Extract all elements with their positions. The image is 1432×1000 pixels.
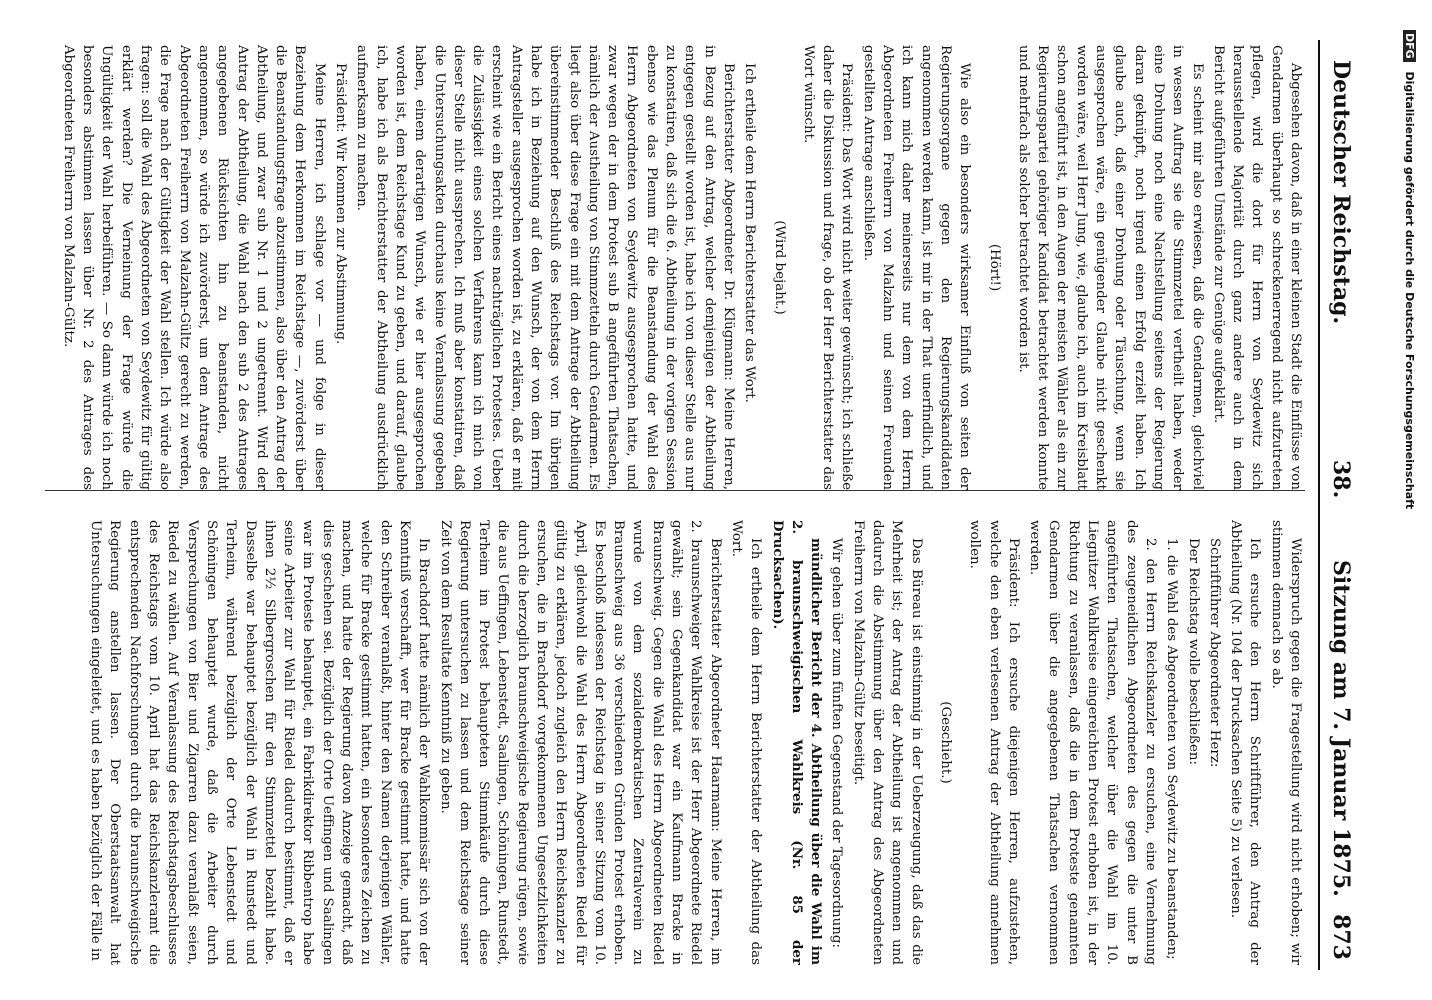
interjection: (Wird bejaht.) [771,220,787,315]
paragraph: Berichterstatter Abgeordneter Dr. Klügmann: Meine Herren, in Bezug auf den Antrag, welcher demjenigen der Abtheilung entgegen gestellt worden ist, habe ich von dieser Stelle aus nur zu konstatiren, daß sich die 6. Abtheilung in der vorigen Session ebenso wie das Plenum für die Beanstandung der Wahl des Herrn Abgeordneten von Seydewitz ausgesprochen hatte, und zwar wegen der in dem Protest sub B angeführten Thatsachen, nämlich der Austheilung von Stimmzetteln durch Gendarmen. Es liegt also über diese Frage ein mit dem Antrage der Abtheilung übereinstimmender Beschluß des Reichstags vor. Im übrigen habe ich in Beziehung auf den Wunsch, der von dem Herrn Antragsteller ausgesprochen worden ist, zu erklären, daß er mit erscheint wie ein Bericht eines nachträglichen Protestes. Ueber die Zulässigkeit eines solchen Verfahrens kann ich mich von dieser Stelle nicht aussprechen. Ich muß aber konstatiren, daß die Untersuchungsakten durchaus keine Veranlassung gegeben haben, einem derartigen Wunsch, wie er hier ausgesprochen worden ist, dem Reichstage Kund zu geben, und darauf, glaube ich, habe ich als Berichterstatter der Abtheilung ausdrücklich aufmerksam zu machen. [354,45,736,490]
dfg-logo: DFG [1403,30,1416,62]
paragraph: Schriftführer Abgeordneter Herz: [1206,538,1222,768]
paragraph: Präsident: Ich ersuche diejenigen Herren, aufzustehen, welche den eben verlesenen Antrag der Abtheilung annehmen wollen. [967,520,1021,965]
page-number: 873 [1328,914,1354,960]
paragraph: Es scheint mir also erwiesen, daß die Gendarmen, gleichviel in wessen Auftrag sie die Stimmzettel vertheilt haben, weder eine Drohung noch eine Nachstellung seitens der Regierung daran geknüpft, noch irgend einen Erfolg erzielt haben. Ich glaube auch, daß einer Drohung oder Täuschung, wenn sie ausgesprochen wäre, ein genügender Glaube nicht geschenkt worden wäre, weil Herr Jung, wie, glaube ich, auch im Kreisblatt schon angeführt ist, in den Augen der meisten Wähler als ein zur Regierungspartei gehöriger Kandidat betrachtet werden konnte und mehrfach als solcher betrachtet worden ist. [1015,45,1205,490]
header-session: Sitzung am 7. Januar 1875. [1328,560,1354,897]
paragraph: Das Büreau ist einstimmig in der Ueberzeugung, daß das die Mehrheit ist; der Antrag der Abtheilung ist angenommen und dadurch die Abstimmung über den Antrag des Abgeordneten Freiherrn von Malzahn-Gültz beseitigt. [850,520,924,965]
credit-text: Digitalisierung gefördert durch die Deutsche Forschungsgemeinschaft [1403,71,1416,510]
right-column [45,520,1305,965]
paragraph: 2. den Herrn Reichskanzler zu ersuchen, eine Vernehmung des zeugeneidlichen Abgeordneten des gegen die unter B angeführten Thatsachen, welcher über die Wahl im 10. Liegnitzer Wahlkreise eingereichten Protest erhoben ist, in der Richtung zu veranlassen, daß die in dem Proteste genannten Gendarmen über die angegebenen Thatsachen vernommen werden. [1027,520,1158,965]
header-issue-number: 38. [1328,460,1354,499]
paragraph: Meine Herren, ich schlage vor — und folge in dieser Beziehung dem Herkommen im Reichstage —, zuvörderst über die Beanstandungsfrage abzustimmen, also über den Antrag der Abtheilung, und zwar sub Nr. 1 und 2 ungetrennt. Wird der Antrag der Abtheilung, die Wahl nach den sub 2 des Antrages angegebenen Rücksichten hin zu beanstanden, nicht angenommen, so würde ich zuvörderst, um dem Antrage des Abgeordneten Freiherrn von Malzahn-Gültz gerecht zu werden, die Frage nach der Gültigkeit der Wahl stellen. Ich würde also fragen: soll die Wahl des Abgeordneten von Seydewitz für gültig erklärt werden? Die Verneinung der Frage würde die Ungültigkeit der Wahl herbeiführen. — So dann würde ich noch besonders abstimmen lassen über Nr. 2 des Antrages des Abgeordneten Freiherrn von Malzahn-Gültz. [60,45,327,490]
paragraph: 1. die Wahl des Abgeordneten von Seydewitz zu beanstanden; [1164,538,1180,960]
paragraph: In Brachdorf hatte nämlich der Wahlkommissär sich von der Kenntniß verschafft, wer für Bracke gestimmt hatte, und hatte den Schreiber veranlaßt, hinter den Namen derjenigen Wähler, welche für Bracke gestimmt hatten, ein besonderes Zeichen zu machen, und hatte der Regierung davon Anzeige gemacht, daß dies geschehen sei. Bezüglich der Orte Ueffingen und Saalingen war im Proteste behauptet, ein Fabrikdirektor Ribbentrop habe seine Arbeiter zur Wahl für Riedel dadurch bestimmt, daß er ihnen 2½ Silbergroschen für den Stimmzettel bezahlt habe. Dasselbe war behauptet bezüglich der Wahl in Runstedt und Terheim, während bezüglich der Orte Lebenstedt und Schöningen behauptet wurde, daß die Arbeiter durch Versprechungen von Bier und Zigarren dazu veranlaßt seien, Riedel zu wählen. Auf Veranlassung des Reichstagsbeschlusses des Reichstags vom 10. April hat das Reichskanzleramt die entsprechenden Nachforschungen durch die braunschweigische Regierung anstellen lassen. Der Oberstaatsanwalt hat Untersuchungen eingeleitet, und es haben bezüglich der Fälle in [88,520,432,965]
paragraph: Widerspruch gegen die Fragestellung wird nicht erhoben; wir stimmen demnach so ab. [1268,520,1303,965]
interjection: (Geschieht.) [937,701,953,784]
paragraph: Berichterstatter Abgeordneter Haarmann: Meine Herren, im 2. braunschweiger Wahlkreise ist der Herr Abgeordnete Riedel gewählt; sein Gegenkandidat war ein Kaufmann Bracke in Braunschweig. Gegen die Wahl des Herrn Abgeordneten Riedel wurde von dem sozialdemokratischen Zentralverein zu Braunschweig aus 36 verschiedenen Gründen Protest erhoben. Es beschloß indessen der Reichstag in seiner Sitzung vom 10. April, gleichwohl die Wahl des Herrn Abgeordneten Riedel für gültig zu erklären, jedoch zugleich den Herrn Reichskanzler zu ersuchen, die in Brachdorf vorgekommenen Ungesetzlichkeiten durch die herzoglich braunschweigische Regierung rügen, sowie die aus Ueffingen, Lebenstedt, Saalingen, Schöningen, Runstedt, Terheim im Protest behaupteten Stimmkäufe durch diese Regierung untersuchen zu lassen und dem Reichstage seiner Zeit von dem Resultate Kenntniß zu geben. [437,520,723,965]
paragraph: Ich ertheile dem Herrn Berichterstatter das Wort. [742,63,758,403]
paragraph: Ich ersuche den Herrn Schriftführer, den Antrag der Abtheilung (Nr. 104 der Drucksachen Seite 5) zu verlesen. [1228,520,1263,965]
agenda-item-heading: mündlicher Bericht der 4. Abtheilung über die Wahl im 2. braunschweigischen Wahlkreis (Nr. 85 der Drucksachen). [769,520,825,965]
paragraph: Der Reichstag wolle beschließen: [1185,538,1201,766]
paragraph: Wir gehen über zum fünften Gegenstand der Tagesordnung: [829,538,845,948]
paragraph: Abgesehen davon, daß in einer kleinen Stadt die Einflüsse von Gendarmen überhaupt so schreckenerregend nicht aufzutreten pflegen, wird die dort für Herrn von Seydewitz sich herausstellende Majorität durch ganz andere auch in dem Bericht aufgeführten Umstände zur Genüge aufgeklärt. [1210,45,1303,490]
interjection: (Hört!) [986,243,1002,292]
digitization-credit [1402,30,1416,630]
left-column [45,45,1305,490]
paragraph: Präsident: Wir kommen zur Abstimmung. [333,63,349,345]
column-divider [45,490,1305,491]
paragraph: Wie also ein besonders wirksamer Einfluß von seiten der Regierungsorgane gegen den Regierungskandidaten angenommen werden kann, ist mir in der That unerfindlich, und ich kann mich daher meinerseits nur dem von dem Herrn Abgeordneten Freiherrn von Malzahn und seinen Freunden gestellten Antrage anschließen. [860,45,973,490]
paragraph: Präsident: Das Wort wird nicht weiter gewünscht; ich schließe daher die Diskussion und frage, ob der Herr Berichterstatter das Wort wünscht. [800,45,855,490]
paragraph: Ich ertheile dem Herrn Berichterstatter der Abtheilung das Wort. [728,520,764,965]
header-title: Deutscher Reichstag. [1328,60,1354,325]
page-header [1318,40,1360,970]
